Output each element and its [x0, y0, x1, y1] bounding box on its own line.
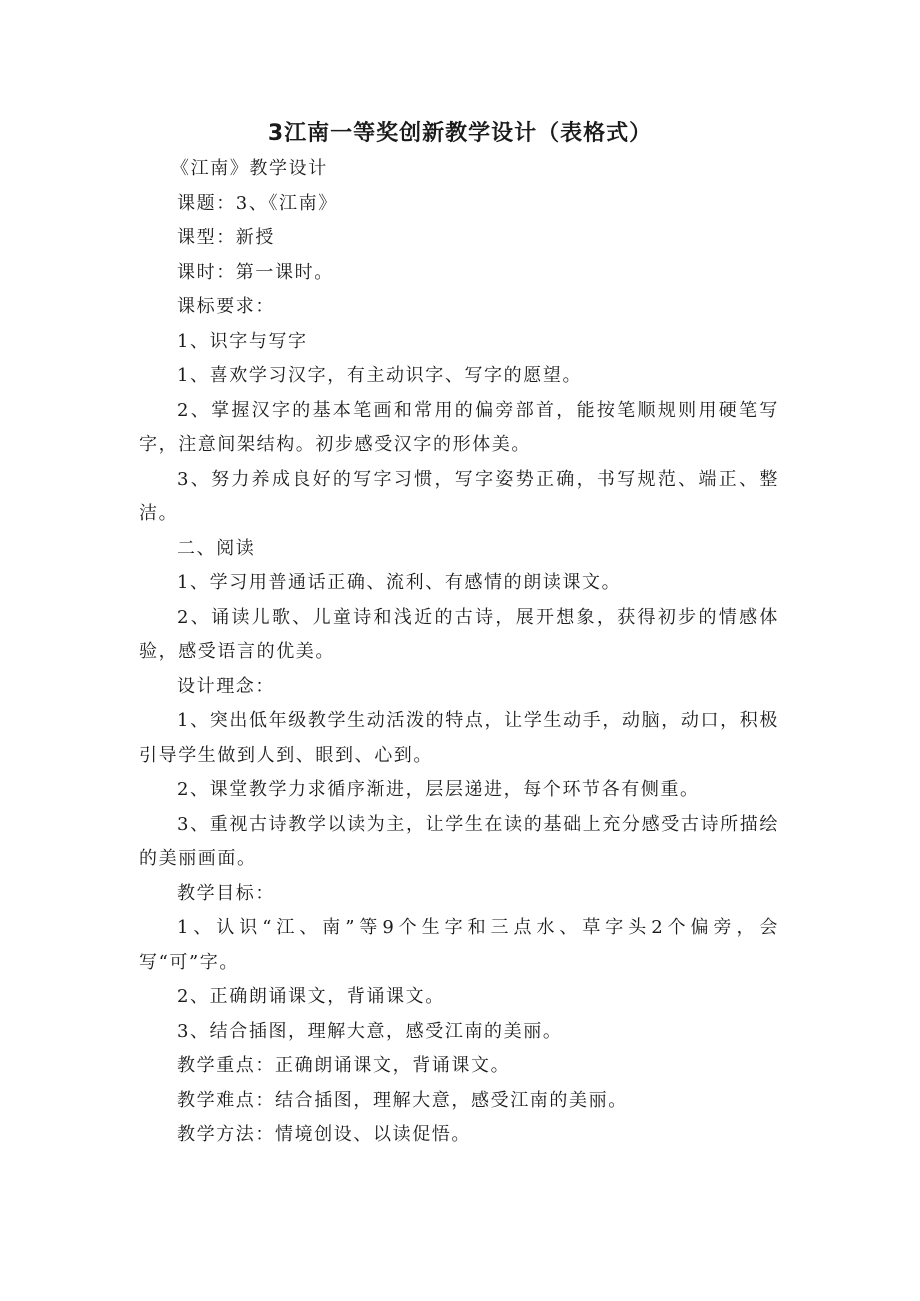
paragraph-concept-item-3: 3、重视古诗教学以读为主，让学生在读的基础上充分感受古诗所描绘的美丽画面。	[139, 813, 779, 869]
paragraph-reading-heading: 二、阅读	[177, 537, 256, 559]
paragraph-concept-item-1: 1、突出低年级教学生动活泼的特点，让学生动手，动脑，动口，积极引导学生做到人到、眼到、心到。	[139, 710, 779, 766]
paragraph-class-hour: 课时：第一课时。	[177, 261, 334, 283]
paragraph-literacy-writing: 1、识字与写字	[177, 330, 308, 352]
paragraph-teaching-focus: 教学重点：正确朗诵课文，背诵课文。	[177, 1055, 511, 1076]
paragraph-lesson-type: 课型：新授	[177, 227, 275, 248]
paragraph-goal-item-3: 3、结合插图，理解大意，感受江南的美丽。	[177, 1020, 563, 1042]
paragraph-topic: 课题：3、《江南》	[177, 192, 338, 214]
paragraph-reading-item-2: 2、诵读儿歌、儿童诗和浅近的古诗，展开想象，获得初步的情感体验，感受语言的优美。	[139, 606, 779, 662]
paragraph-goal-item-2: 2、正确朗诵课文，背诵课文。	[177, 986, 445, 1007]
paragraph-concept-item-2: 2、课堂教学力求循序渐进，层层递进，每个环节各有侧重。	[177, 779, 700, 800]
paragraph-design-concept: 设计理念：	[177, 675, 275, 697]
paragraph-teaching-goals: 教学目标：	[177, 882, 275, 904]
paragraph-goal-item-1: 1、认识“江、南”等9个生字和三点水、草字头2个偏旁，会写“可”字。	[139, 917, 779, 973]
paragraph-teaching-method: 教学方法：情境创设、以读促悟。	[177, 1124, 471, 1145]
paragraph-curriculum-requirements: 课标要求：	[177, 296, 275, 317]
paragraph-literacy-item-1: 1、喜欢学习汉字，有主动识字、写字的愿望。	[177, 365, 583, 386]
paragraph-reading-item-1: 1、学习用普通话正确、流利、有感情的朗读课文。	[177, 572, 622, 593]
paragraph-teaching-difficulty: 教学难点：结合插图，理解大意，感受江南的美丽。	[177, 1089, 628, 1111]
paragraph-literacy-item-3: 3、努力养成良好的写字习惯，写字姿势正确，书写规范、端正、整洁。	[139, 468, 779, 524]
document-title: 3江南一等奖创新教学设计（表格式）	[267, 121, 653, 146]
paragraph-literacy-item-2: 2、掌握汉字的基本笔画和常用的偏旁部首，能按笔顺规则用硬笔写字，注意间架结构。初步感受汉字的形体美。	[139, 399, 779, 455]
paragraph-lesson-design-heading: 《江南》教学设计	[171, 158, 328, 179]
document-body	[139, 152, 779, 1153]
